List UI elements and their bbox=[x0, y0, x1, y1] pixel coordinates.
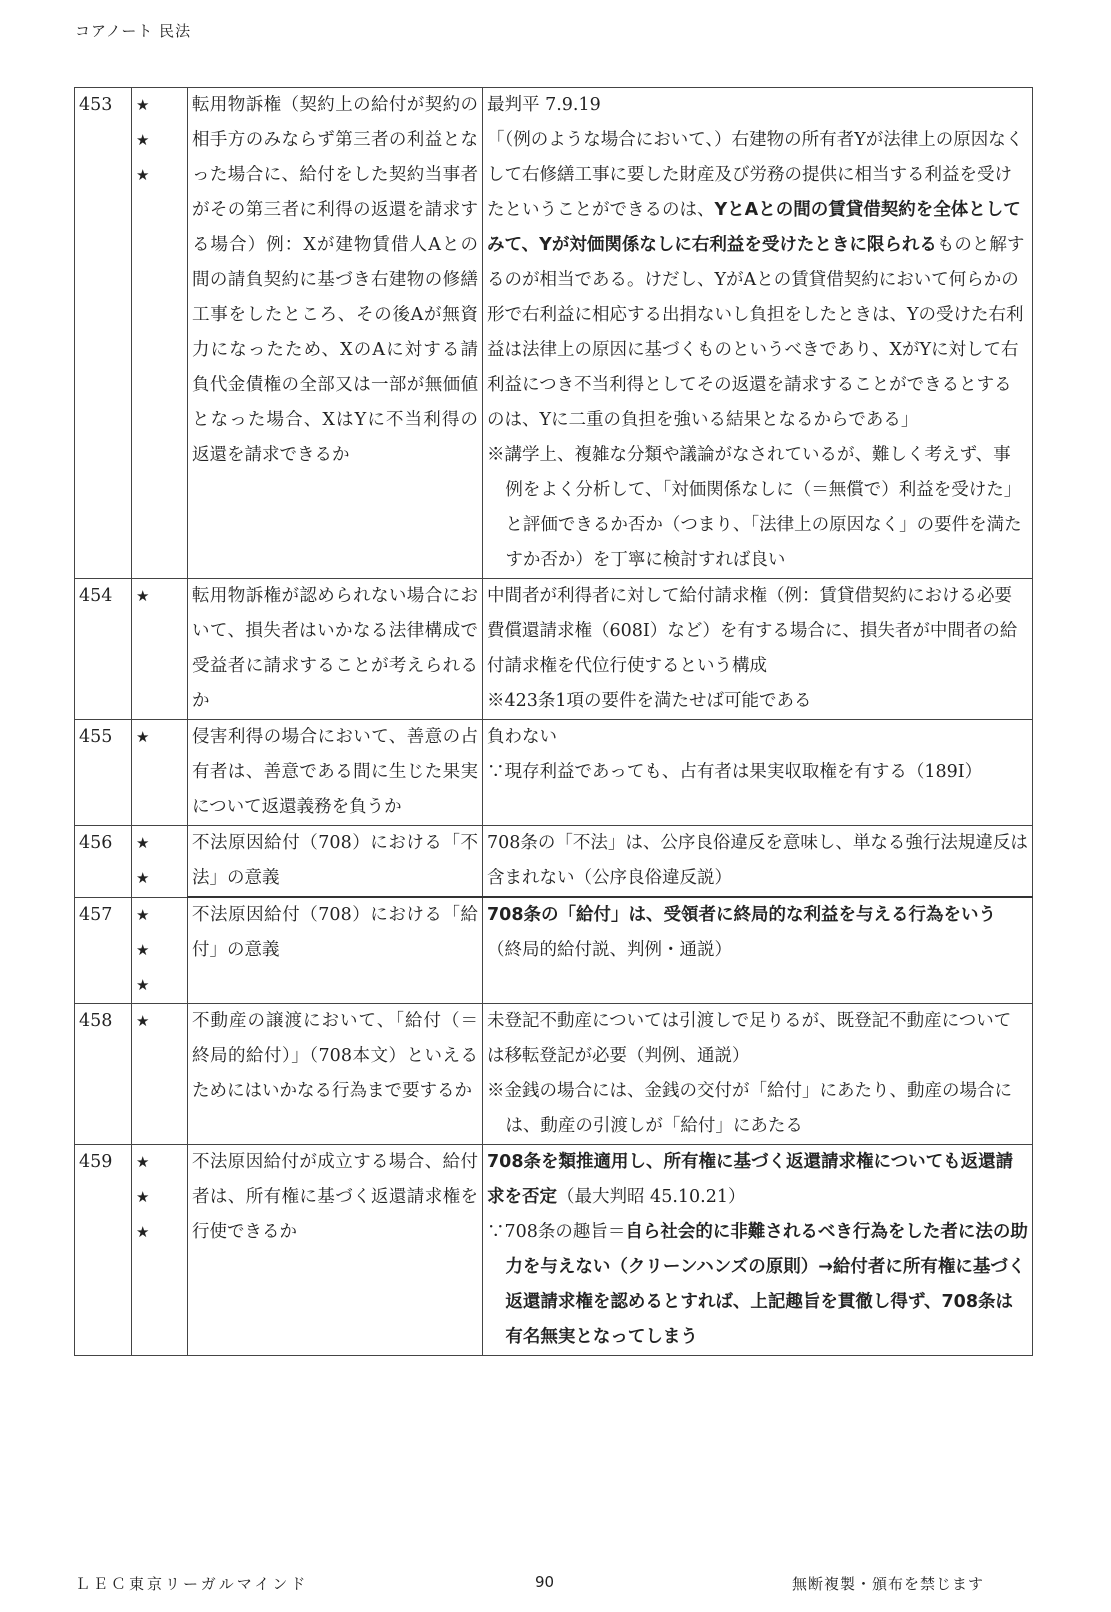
row-number: 455 bbox=[75, 720, 132, 826]
table-row bbox=[75, 1144, 1033, 1355]
answer-text: 未登記不動産については引渡しで足りるが、既登記不動産については移転登記が必要（判例、通説） bbox=[487, 1010, 1012, 1066]
star-icon: ★ bbox=[136, 1222, 150, 1241]
answer-cell bbox=[483, 1003, 1033, 1144]
answer-text-end: （最大判昭 45.10.21） bbox=[557, 1186, 746, 1207]
answer-note: ※金銭の場合には、金銭の交付が「給付」にあたり、動産の場合には、動産の引渡しが「給付」にあたる bbox=[487, 1080, 1012, 1136]
answer-cell bbox=[483, 897, 1033, 1003]
table-row bbox=[75, 826, 1033, 898]
table-row bbox=[75, 579, 1033, 720]
row-number: 453 bbox=[75, 88, 132, 579]
star-icon: ★ bbox=[136, 1152, 150, 1171]
table-row bbox=[75, 1003, 1033, 1144]
row-number: 456 bbox=[75, 826, 132, 898]
answer-cell bbox=[483, 88, 1033, 579]
document-header: コアノート 民法 bbox=[75, 22, 192, 40]
row-number: 457 bbox=[75, 897, 132, 1003]
answer-cell bbox=[483, 1144, 1033, 1355]
star-icon: ★ bbox=[136, 834, 150, 852]
answer-note: ※講学上、複雑な分類や議論がなされているが、難しく考えず、事例をよく分析して、「対価関係なしに（＝無償で）利益を受けた」と評価できるか否か（つまり、「法律上の原因なく」の要件を満たすか否か）を丁寧に検討すれば良い bbox=[487, 445, 1022, 570]
answer-note-start: ∵708条の趣旨＝ bbox=[487, 1221, 626, 1242]
answer-text bbox=[487, 1145, 1028, 1215]
answer-text bbox=[487, 123, 1028, 438]
footer-publisher: ＬＥＣ東京リーガルマインド bbox=[75, 1575, 309, 1593]
star-icon: ★ bbox=[136, 1011, 150, 1030]
answer-text: 負わない bbox=[487, 727, 557, 747]
answer-emphasis: 708条を類推適用し、所有権に基づく返還請求権についても返還請求を否定 bbox=[487, 1151, 1014, 1207]
answer-note: ※423条1項の要件を満たせば可能である bbox=[487, 691, 812, 711]
importance-stars bbox=[132, 579, 188, 720]
importance-stars bbox=[132, 720, 188, 826]
question-cell: 不法原因給付（708）における「給付」の意義 bbox=[188, 897, 483, 1003]
star-icon: ★ bbox=[136, 940, 150, 959]
star-icon: ★ bbox=[136, 975, 150, 994]
row-number: 458 bbox=[75, 1003, 132, 1144]
question-cell: 侵害利得の場合において、善意の占有者は、善意である間に生じた果実について返還義務を負うか bbox=[188, 720, 483, 826]
row-number: 454 bbox=[75, 579, 132, 720]
question-cell: 不法原因給付が成立する場合、給付者は、所有権に基づく返還請求権を行使できるか bbox=[188, 1144, 483, 1355]
answer-emphasis: YとAとの間の賃貸借契約を全体としてみて、Yが対価関係なしに右利益を受けたときに限られる bbox=[487, 200, 1021, 255]
star-icon: ★ bbox=[136, 728, 150, 746]
page-number: 90 bbox=[535, 1573, 555, 1591]
question-cell: 転用物訴権（契約上の給付が契約の相手方のみならず第三者の利益となった場合に、給付をした契約当事者がその第三者に利得の返還を請求する場合）例：Xが建物賃借人Aとの間の請負契約に基づき右建物の修繕工事をしたところ、その後Aが無資力になったため、XのAに対する請負代金債権の全部又は一部が無価値となった場合、XはYに不当利得の返還を請求できるか bbox=[188, 88, 483, 579]
question-cell: 転用物訴権が認められない場合において、損失者はいかなる法律構成で受益者に請求することが考えられるか bbox=[188, 579, 483, 720]
answer-text: 708条の「不法」は、公序良俗違反を意味し、単なる強行法規違反は含まれない（公序良俗違反説） bbox=[487, 833, 1028, 888]
table-row bbox=[75, 720, 1033, 826]
star-icon: ★ bbox=[136, 869, 150, 887]
question-cell: 不動産の譲渡において、「給付（＝終局的給付）」（708本文）といえるためにはいかなる行為まで要するか bbox=[188, 1003, 483, 1144]
answer-cell bbox=[483, 720, 1033, 826]
question-cell: 不法原因給付（708）における「不法」の意義 bbox=[188, 826, 483, 898]
table-row bbox=[75, 88, 1033, 579]
answer-text: 中間者が利得者に対して給付請求権（例：賃貸借契約における必要費償還請求権（608Ⅰ）など）を有する場合に、損失者が中間者の給付請求権を代位行使するという構成 bbox=[487, 586, 1018, 676]
answer-text bbox=[487, 898, 1028, 968]
answer-note bbox=[487, 1215, 1028, 1355]
star-icon: ★ bbox=[136, 587, 150, 605]
importance-stars bbox=[132, 897, 188, 1003]
answer-note: ∵現存利益であっても、占有者は果実収取権を有する（189Ⅰ） bbox=[487, 762, 983, 782]
answer-text-end: ものと解するのが相当である。けだし、YがAとの賃貸借契約において何らかの形で右利益に相応する出捐ないし負担をしたときは、Yの受けた右利益は法律上の原因に基づくものというべきであり、XがYに対して右利益につき不当利得としてその返還を請求することができるとするのは、Yに二重の負担を強いる結果となるからである」 bbox=[487, 235, 1025, 430]
answer-note-emphasis: 自ら社会的に非難されるべき行為をした者に法の助力を与えない（クリーンハンズの原則）→給付者に所有権に基づく返還請求権を認めるとすれば、上記趣旨を貫徹し得ず、708条は有名無実となってしまう bbox=[505, 1221, 1028, 1347]
row-number: 459 bbox=[75, 1144, 132, 1355]
star-icon: ★ bbox=[136, 131, 150, 149]
answer-text-end: （終局的給付説、判例・通説） bbox=[487, 940, 732, 960]
star-icon: ★ bbox=[136, 905, 150, 924]
importance-stars bbox=[132, 1144, 188, 1355]
answer-cell bbox=[483, 826, 1033, 898]
star-icon: ★ bbox=[136, 166, 150, 184]
importance-stars bbox=[132, 826, 188, 898]
footer-copyright: 無断複製・頒布を禁じます bbox=[792, 1575, 985, 1593]
star-icon: ★ bbox=[136, 96, 150, 114]
importance-stars bbox=[132, 1003, 188, 1144]
importance-stars bbox=[132, 88, 188, 579]
qa-table bbox=[74, 87, 1033, 1356]
answer-cell bbox=[483, 579, 1033, 720]
star-icon: ★ bbox=[136, 1187, 150, 1206]
answer-emphasis: 708条の「給付」は、受領者に終局的な利益を与える行為をいう bbox=[487, 905, 997, 925]
answer-citation: 最判平 7.9.19 bbox=[487, 95, 601, 115]
table-row bbox=[75, 897, 1033, 1003]
answer-text-start: 「（例のような場合において、）右建物の所有者Yが法律上の原因なくして右修繕工事に要した財産及び労務の提供に相当する利益を受けたということができるのは、 bbox=[487, 130, 1024, 220]
